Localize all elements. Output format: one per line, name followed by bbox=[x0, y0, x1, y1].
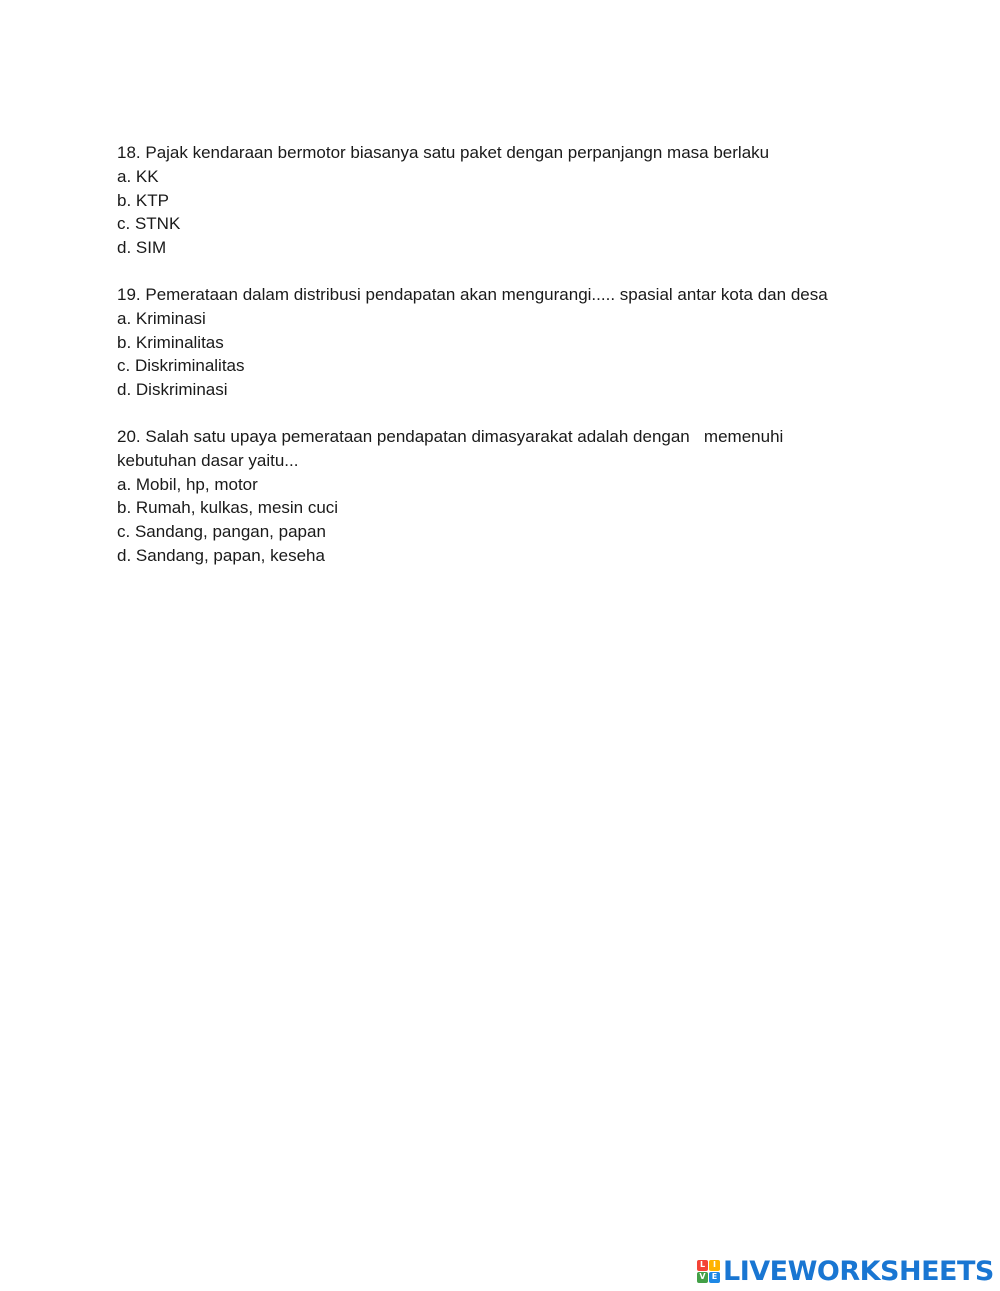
option-a: a. Kriminasi bbox=[117, 308, 206, 328]
logo-letter-l: L bbox=[697, 1260, 708, 1271]
option-a: a. KK bbox=[117, 166, 159, 186]
option-d: d. Diskriminasi bbox=[117, 380, 228, 400]
option-c: c. Sandang, pangan, papan bbox=[117, 522, 326, 542]
brand-name: LIVEWORKSHEETS bbox=[723, 1255, 994, 1287]
option-c: c. STNK bbox=[117, 214, 181, 234]
liveworksheets-logo bbox=[697, 1257, 994, 1285]
question-text: 19. Pemerataan dalam distribusi pendapatan akan mengurangi..... spasial antar kota dan desa bbox=[117, 284, 828, 304]
option-b: b. Kriminalitas bbox=[117, 332, 224, 352]
option-d: d. SIM bbox=[117, 238, 167, 258]
question-19 bbox=[117, 283, 917, 402]
option-a: a. Mobil, hp, motor bbox=[117, 474, 258, 494]
question-20 bbox=[117, 425, 917, 568]
option-c: c. Diskriminalitas bbox=[117, 356, 245, 376]
logo-letter-v: V bbox=[697, 1272, 708, 1283]
worksheet bbox=[117, 141, 917, 591]
logo-letter-e: E bbox=[709, 1272, 720, 1283]
question-text: 18. Pajak kendaraan bermotor biasanya satu paket dengan perpanjangn masa berlaku bbox=[117, 143, 770, 162]
brand-mark-icon bbox=[697, 1260, 720, 1283]
option-list bbox=[117, 473, 917, 568]
option-list bbox=[117, 307, 917, 402]
option-d: d. Sandang, papan, keseha bbox=[117, 545, 325, 565]
question-text-continued: kebutuhan dasar yaitu... bbox=[117, 450, 299, 470]
option-list bbox=[117, 165, 917, 260]
question-18 bbox=[117, 141, 917, 260]
question-text: 20. Salah satu upaya pemerataan pendapatan dimasyarakat adalah dengan memenuhi bbox=[117, 426, 784, 446]
option-b: b. KTP bbox=[117, 190, 169, 210]
logo-letter-i: I bbox=[709, 1260, 720, 1271]
option-b: b. Rumah, kulkas, mesin cuci bbox=[117, 498, 339, 518]
